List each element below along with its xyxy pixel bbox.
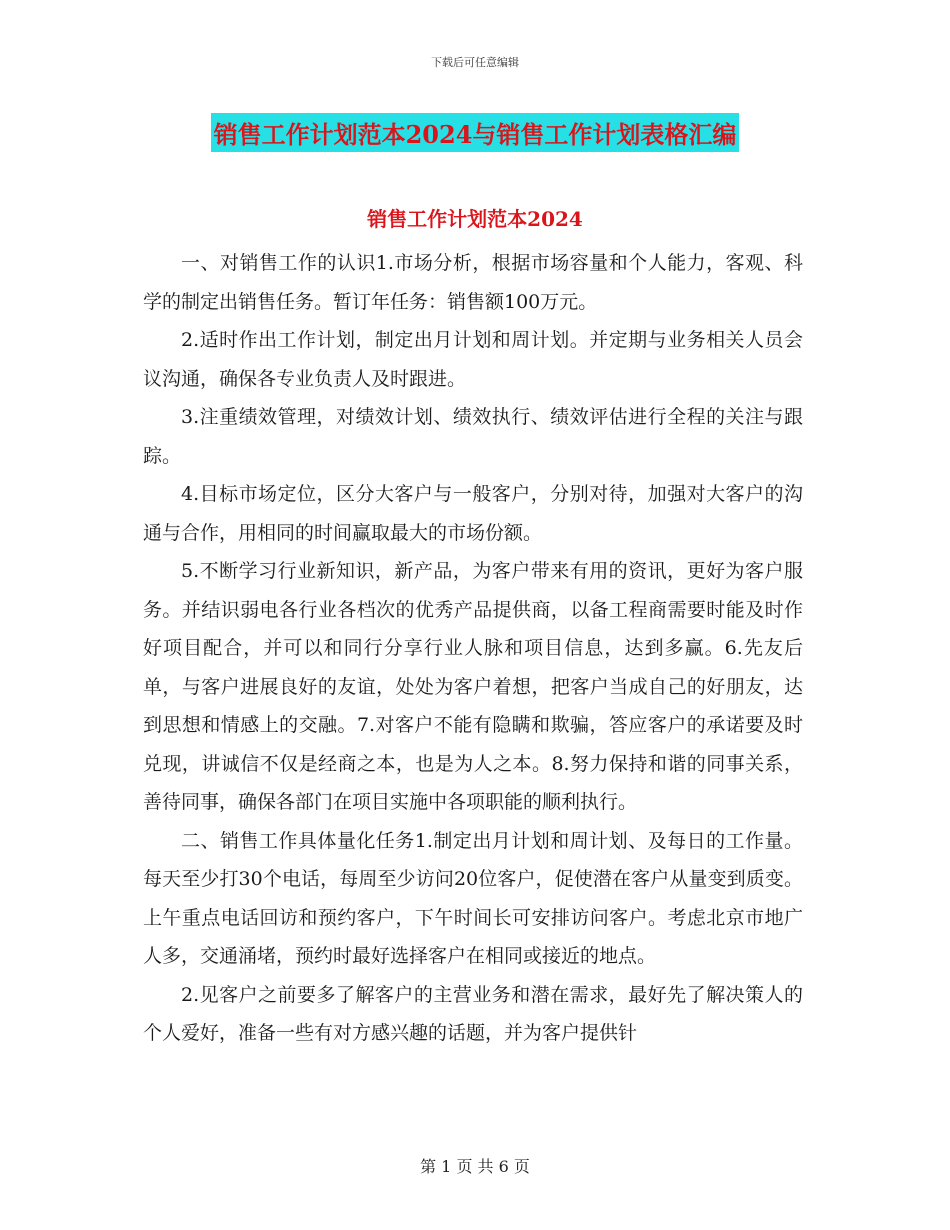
paragraph: 二、销售工作具体量化任务1.制定出月计划和周计划、及每日的工作量。每天至少打30个电话，每周至少访问20位客户，促使潜在客户从量变到质变。上午重点电话回访和预约客户，下午时间长可安排访问客户。考虑北京市地广人多，交通涌堵，预约时最好选择客户在相同或接近的地点。 xyxy=(143,829,803,967)
paragraph: 2.适时作出工作计划，制定出月计划和周计划。并定期与业务相关人员会议沟通，确保各专业负责人及时跟进。 xyxy=(143,329,803,390)
section-title: 销售工作计划范本2024 xyxy=(367,207,583,231)
main-title-container xyxy=(0,113,950,152)
main-title: 销售工作计划范本2024与销售工作计划表格汇编 xyxy=(211,113,740,152)
paragraph: 4.目标市场定位，区分大客户与一般客户，分别对待，加强对大客户的沟通与合作，用相同的时间赢取最大的市场份额。 xyxy=(143,483,803,544)
page-footer: 第 1 页 共 6 页 xyxy=(420,1157,530,1176)
paragraph: 5.不断学习行业新知识，新产品，为客户带来有用的资讯，更好为客户服务。并结识弱电各行业各档次的优秀产品提供商，以备工程商需要时能及时作好项目配合，并可以和同行分享行业人脉和项目信息，达到多赢。6.先友后单，与客户进展良好的友谊，处处为客户着想，把客户当成自己的好朋友，达到思想和情感上的交融。7.对客户不能有隐瞒和欺骗，答应客户的承诺要及时兑现，讲诚信不仅是经商之本，也是为人之本。8.努力保持和谐的同事关系，善待同事，确保各部门在项目实施中各项职能的顺利执行。 xyxy=(143,560,803,813)
paragraph: 2.见客户之前要多了解客户的主营业务和潜在需求，最好先了解决策人的个人爱好，准备一些有对方感兴趣的话题，并为客户提供针 xyxy=(143,983,803,1044)
header-note: 下载后可任意编辑 xyxy=(431,56,519,69)
paragraph: 3.注重绩效管理，对绩效计划、绩效执行、绩效评估进行全程的关注与跟踪。 xyxy=(143,406,803,467)
body-text xyxy=(143,244,803,1053)
paragraph: 一、对销售工作的认识1.市场分析，根据市场容量和个人能力，客观、科学的制定出销售任务。暂订年任务：销售额100万元。 xyxy=(143,252,803,313)
